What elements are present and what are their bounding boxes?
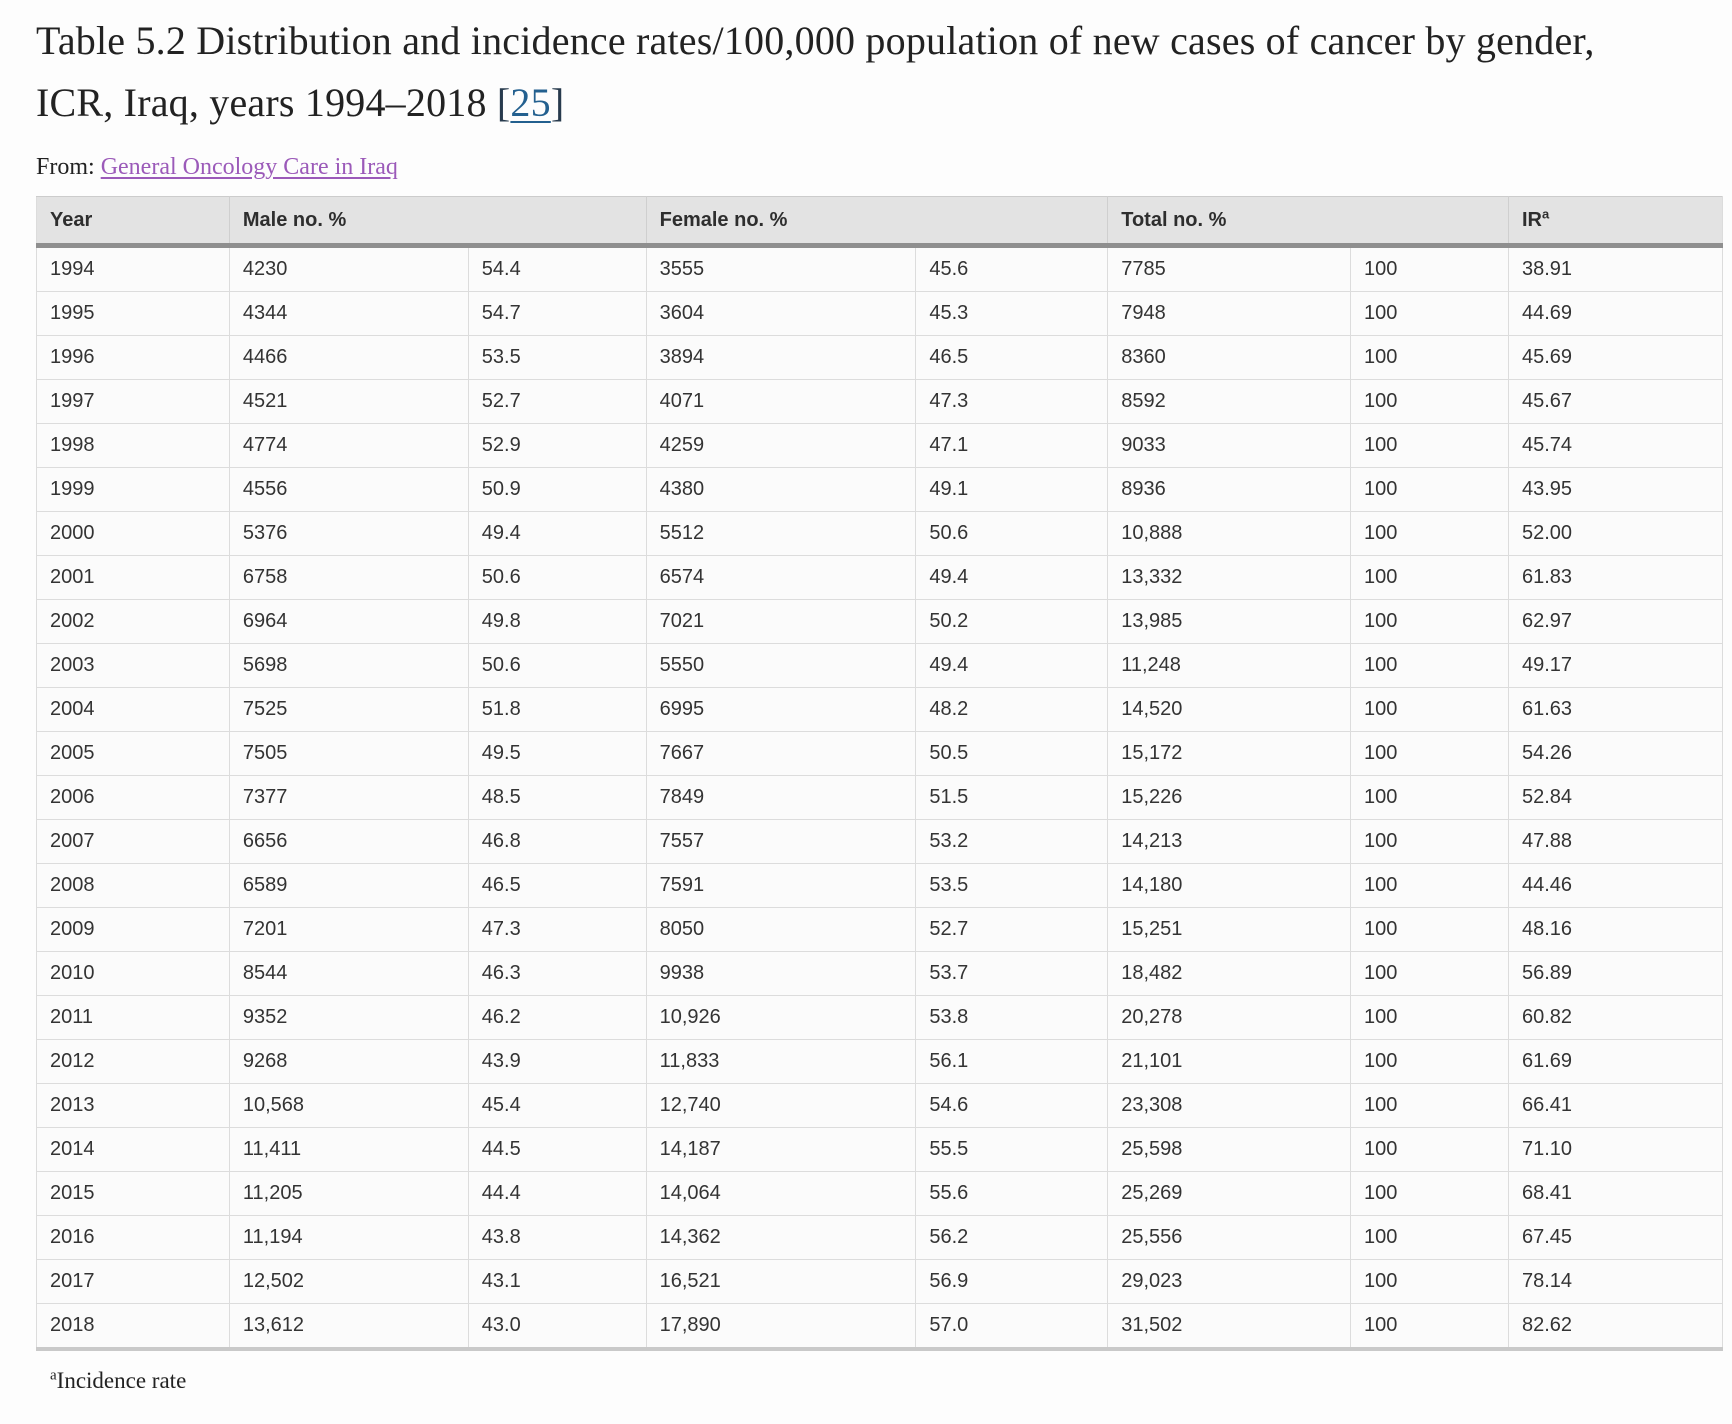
table-cell: 12,502 (229, 1260, 468, 1304)
table-cell: 46.2 (468, 996, 646, 1040)
table-cell: 100 (1351, 996, 1509, 1040)
table-cell: 48.5 (468, 776, 646, 820)
table-cell: 100 (1351, 952, 1509, 996)
table-cell: 14,180 (1108, 864, 1351, 908)
table-cell: 44.5 (468, 1128, 646, 1172)
table-cell: 14,064 (646, 1172, 916, 1216)
table-cell: 13,612 (229, 1304, 468, 1350)
table-cell: 54.6 (916, 1084, 1108, 1128)
table-cell: 47.88 (1508, 820, 1722, 864)
table-cell: 1995 (37, 292, 230, 336)
table-cell: 100 (1351, 468, 1509, 512)
table-cell: 5376 (229, 512, 468, 556)
table-cell: 49.8 (468, 600, 646, 644)
table-cell: 45.6 (916, 246, 1108, 292)
table-cell: 53.8 (916, 996, 1108, 1040)
table-cell: 3604 (646, 292, 916, 336)
table-cell: 3894 (646, 336, 916, 380)
table-cell: 100 (1351, 1304, 1509, 1350)
table-cell: 4344 (229, 292, 468, 336)
table-cell: 4259 (646, 424, 916, 468)
table-cell: 54.7 (468, 292, 646, 336)
table-cell: 100 (1351, 556, 1509, 600)
table-cell: 49.1 (916, 468, 1108, 512)
table-cell: 7201 (229, 908, 468, 952)
table-row (37, 732, 1723, 776)
footnote-marker: a (50, 1367, 57, 1384)
table-cell: 47.3 (468, 908, 646, 952)
table-cell: 7667 (646, 732, 916, 776)
table-cell: 52.7 (468, 380, 646, 424)
table-cell: 100 (1351, 380, 1509, 424)
table-row (37, 1172, 1723, 1216)
column-header-ir-label: IR (1521, 209, 1542, 231)
table-row (37, 512, 1723, 556)
table-cell: 7377 (229, 776, 468, 820)
table-row (37, 380, 1723, 424)
table-cell: 7525 (229, 688, 468, 732)
table-cell: 51.5 (916, 776, 1108, 820)
table-cell: 4556 (229, 468, 468, 512)
table-cell: 100 (1351, 1260, 1509, 1304)
table-cell: 2015 (37, 1172, 230, 1216)
table-cell: 52.7 (916, 908, 1108, 952)
table-cell: 49.4 (468, 512, 646, 556)
table-cell: 11,248 (1108, 644, 1351, 688)
table-row (37, 864, 1723, 908)
table-cell: 14,362 (646, 1216, 916, 1260)
table-cell: 10,888 (1108, 512, 1351, 556)
table-cell: 25,269 (1108, 1172, 1351, 1216)
source-line (36, 154, 1723, 181)
table-row (37, 1040, 1723, 1084)
table-cell: 2005 (37, 732, 230, 776)
table-cell: 23,308 (1108, 1084, 1351, 1128)
table-cell: 53.5 (916, 864, 1108, 908)
column-header-female: Female no. % (646, 197, 1108, 246)
table-cell: 2012 (37, 1040, 230, 1084)
table-cell: 2018 (37, 1304, 230, 1350)
table-cell: 4774 (229, 424, 468, 468)
table-cell: 100 (1351, 1216, 1509, 1260)
table-cell: 7021 (646, 600, 916, 644)
table-cell: 2016 (37, 1216, 230, 1260)
table-cell: 50.5 (916, 732, 1108, 776)
table-cell: 10,568 (229, 1084, 468, 1128)
table-caption (36, 10, 1601, 134)
table-cell: 1994 (50, 258, 95, 280)
table-row (37, 1128, 1723, 1172)
table-cell: 82.62 (1508, 1304, 1722, 1350)
table-cell: 1998 (37, 424, 230, 468)
table-cell: 100 (1351, 776, 1509, 820)
table-cell: 56.2 (916, 1216, 1108, 1260)
table-cell: 46.5 (468, 864, 646, 908)
table-cell: 6758 (229, 556, 468, 600)
ir-footnote-marker: a (1541, 206, 1550, 222)
table-cell: 2002 (37, 600, 230, 644)
table-cell: 9033 (1108, 424, 1351, 468)
table-cell: 8592 (1108, 380, 1351, 424)
column-header-year: Year (37, 197, 230, 246)
table-cell: 2014 (37, 1128, 230, 1172)
citation-ref-link[interactable]: 25 (510, 80, 551, 125)
table-cell: 51.8 (468, 688, 646, 732)
table-cell: 11,205 (229, 1172, 468, 1216)
table-cell: 2013 (37, 1084, 230, 1128)
table-cell: 2006 (37, 776, 230, 820)
table-cell: 2008 (37, 864, 230, 908)
table-cell: 11,411 (229, 1128, 468, 1172)
table-cell: 47.1 (916, 424, 1108, 468)
table-cell: 54.4 (468, 246, 646, 292)
table-cell: 50.6 (468, 644, 646, 688)
table-cell: 43.8 (468, 1216, 646, 1260)
table-cell: 60.82 (1508, 996, 1722, 1040)
table-cell: 53.2 (916, 820, 1108, 864)
table-cell: 49.4 (916, 644, 1108, 688)
table-cell: 16,521 (646, 1260, 916, 1304)
table-cell: 5698 (229, 644, 468, 688)
table-cell: 6656 (229, 820, 468, 864)
table-cell: 48.2 (916, 688, 1108, 732)
table-cell: 62.97 (1508, 600, 1722, 644)
table-cell: 100 (1351, 1172, 1509, 1216)
table-row (37, 644, 1723, 688)
table-cell: 4230 (229, 246, 468, 292)
citation-bracket-close: ] (550, 80, 565, 125)
table-cell: 18,482 (1108, 952, 1351, 996)
table-cell: 47.3 (916, 380, 1108, 424)
table-cell: 25,598 (1108, 1128, 1351, 1172)
table-cell: 14,520 (1108, 688, 1351, 732)
footnote-text: Incidence rate (56, 1368, 187, 1393)
table-row (37, 776, 1723, 820)
table-row (37, 820, 1723, 864)
table-cell: 100 (1351, 644, 1509, 688)
table-row (37, 996, 1723, 1040)
table-cell: 100 (1351, 600, 1509, 644)
table-cell: 10,926 (646, 996, 916, 1040)
table-cell: 61.69 (1508, 1040, 1722, 1084)
table-cell: 14,213 (1108, 820, 1351, 864)
table-cell: 29,023 (1108, 1260, 1351, 1304)
table-cell: 100 (1351, 1128, 1509, 1172)
column-header-total: Total no. % (1108, 197, 1509, 246)
table-cell: 100 (1351, 336, 1509, 380)
table-cell: 78.14 (1508, 1260, 1722, 1304)
table-cell: 50.6 (916, 512, 1108, 556)
table-cell: 100 (1351, 908, 1509, 952)
table-cell: 52.00 (1508, 512, 1722, 556)
table-cell: 2001 (37, 556, 230, 600)
table-cell: 61.63 (1508, 688, 1722, 732)
column-header-male: Male no. % (229, 197, 646, 246)
table-cell: 56.9 (916, 1260, 1108, 1304)
table-cell: 1997 (37, 380, 230, 424)
table-cell: 4071 (646, 380, 916, 424)
table-cell: 45.69 (1508, 336, 1722, 380)
table-cell: 100 (1351, 688, 1509, 732)
table-row (37, 1216, 1723, 1260)
table-row (37, 1084, 1723, 1128)
table-cell: 8050 (646, 908, 916, 952)
table-cell: 100 (1351, 292, 1509, 336)
table-cell: 49.17 (1508, 644, 1722, 688)
table-cell: 49.5 (468, 732, 646, 776)
table-header-row (37, 197, 1723, 246)
table-cell: 71.10 (1508, 1128, 1722, 1172)
table-cell: 2003 (37, 644, 230, 688)
table-cell: 56.1 (916, 1040, 1108, 1084)
table-cell: 7785 (1108, 246, 1351, 292)
table-row (37, 292, 1723, 336)
table-row (37, 556, 1723, 600)
table-cell: 44.4 (468, 1172, 646, 1216)
table-cell: 25,556 (1108, 1216, 1351, 1260)
table-cell: 100 (1351, 732, 1509, 776)
table-cell: 5512 (646, 512, 916, 556)
table-cell: 100 (1351, 246, 1509, 292)
table-cell: 53.5 (468, 336, 646, 380)
table-caption-text: Table 5.2 Distribution and incidence rates/100,000 population of new cases of cancer by gender, ICR, Iraq, years 1994–2018 (36, 18, 1595, 125)
table-cell: 100 (1351, 1084, 1509, 1128)
column-header-ir (1508, 197, 1722, 246)
cancer-incidence-table (36, 196, 1723, 1351)
table-cell: 46.8 (468, 820, 646, 864)
table-cell: 21,101 (1108, 1040, 1351, 1084)
table-cell: 45.4 (468, 1084, 646, 1128)
table-row (37, 336, 1723, 380)
table-cell: 100 (1351, 864, 1509, 908)
table-cell: 15,226 (1108, 776, 1351, 820)
table-body (37, 246, 1723, 1350)
table-cell: 100 (1351, 1040, 1509, 1084)
table-cell: 45.67 (1508, 380, 1722, 424)
citation-bracket-open: [ (496, 80, 511, 125)
table-cell: 45.74 (1508, 424, 1722, 468)
table-cell: 57.0 (916, 1304, 1108, 1350)
table-cell: 46.5 (916, 336, 1108, 380)
table-cell: 31,502 (1108, 1304, 1351, 1350)
table-cell: 45.3 (916, 292, 1108, 336)
table-cell: 2004 (37, 688, 230, 732)
table-cell: 6995 (646, 688, 916, 732)
table-cell: 20,278 (1108, 996, 1351, 1040)
table-cell: 13,332 (1108, 556, 1351, 600)
table-cell: 2009 (37, 908, 230, 952)
table-cell: 4380 (646, 468, 916, 512)
table-cell: 56.89 (1508, 952, 1722, 996)
table-cell: 55.5 (916, 1128, 1108, 1172)
table-row (37, 424, 1723, 468)
table-cell: 1999 (37, 468, 230, 512)
table-cell: 44.69 (1508, 292, 1722, 336)
table-cell: 50.9 (468, 468, 646, 512)
table-cell: 17,890 (646, 1304, 916, 1350)
table-cell: 52.9 (468, 424, 646, 468)
table-cell: 43.9 (468, 1040, 646, 1084)
table-cell: 9268 (229, 1040, 468, 1084)
table-cell: 11,833 (646, 1040, 916, 1084)
table-cell: 12,740 (646, 1084, 916, 1128)
table-row (37, 952, 1723, 996)
table-cell: 100 (1351, 424, 1509, 468)
table-cell: 4521 (229, 380, 468, 424)
table-row (37, 1304, 1723, 1350)
table-cell: 4466 (229, 336, 468, 380)
table-cell: 2010 (37, 952, 230, 996)
table-cell: 8360 (1108, 336, 1351, 380)
table-cell: 6574 (646, 556, 916, 600)
table-cell: 66.41 (1508, 1084, 1722, 1128)
table-cell: 43.1 (468, 1260, 646, 1304)
table-cell: 7557 (646, 820, 916, 864)
table-cell: 50.2 (916, 600, 1108, 644)
table-cell: 46.3 (468, 952, 646, 996)
table-cell: 1996 (37, 336, 230, 380)
table-cell: 13,985 (1108, 600, 1351, 644)
table-cell: 48.16 (1508, 908, 1722, 952)
source-link[interactable]: General Oncology Care in Iraq (100, 154, 398, 180)
table-row (37, 1260, 1723, 1304)
table-cell: 50.6 (468, 556, 646, 600)
table-cell: 6964 (229, 600, 468, 644)
table-cell: 52.84 (1508, 776, 1722, 820)
table-cell: 2007 (37, 820, 230, 864)
table-cell: 2000 (37, 512, 230, 556)
table-cell: 7948 (1108, 292, 1351, 336)
table-cell: 15,172 (1108, 732, 1351, 776)
table-cell: 61.83 (1508, 556, 1722, 600)
table-cell: 3555 (646, 246, 916, 292)
table-cell: 53.7 (916, 952, 1108, 996)
from-label: From: (36, 154, 101, 180)
table-cell: 100 (1351, 820, 1509, 864)
table-cell: 7849 (646, 776, 916, 820)
table-row (37, 908, 1723, 952)
table-row (37, 468, 1723, 512)
table-cell: 43.0 (468, 1304, 646, 1350)
table-cell: 49.4 (916, 556, 1108, 600)
table-cell: 68.41 (1508, 1172, 1722, 1216)
table-cell: 7591 (646, 864, 916, 908)
table-cell: 5550 (646, 644, 916, 688)
table-cell: 9938 (646, 952, 916, 996)
table-cell: 38.91 (1508, 246, 1722, 292)
table-cell: 44.46 (1508, 864, 1722, 908)
table-row (37, 246, 1723, 292)
table-cell: 43.95 (1508, 468, 1722, 512)
table-cell: 6589 (229, 864, 468, 908)
table-row (37, 688, 1723, 732)
table-row (37, 600, 1723, 644)
table-cell: 14,187 (646, 1128, 916, 1172)
table-cell: 2011 (37, 996, 230, 1040)
table-cell: 100 (1351, 512, 1509, 556)
table-cell: 55.6 (916, 1172, 1108, 1216)
table-cell: 7505 (229, 732, 468, 776)
table-cell: 9352 (229, 996, 468, 1040)
table-footnote (50, 1368, 1723, 1394)
table-cell: 54.26 (1508, 732, 1722, 776)
table-cell: 67.45 (1508, 1216, 1722, 1260)
table-cell: 8544 (229, 952, 468, 996)
table-cell: 11,194 (229, 1216, 468, 1260)
table-cell: 8936 (1108, 468, 1351, 512)
table-cell: 2017 (37, 1260, 230, 1304)
table-cell: 15,251 (1108, 908, 1351, 952)
table-header (37, 197, 1723, 246)
